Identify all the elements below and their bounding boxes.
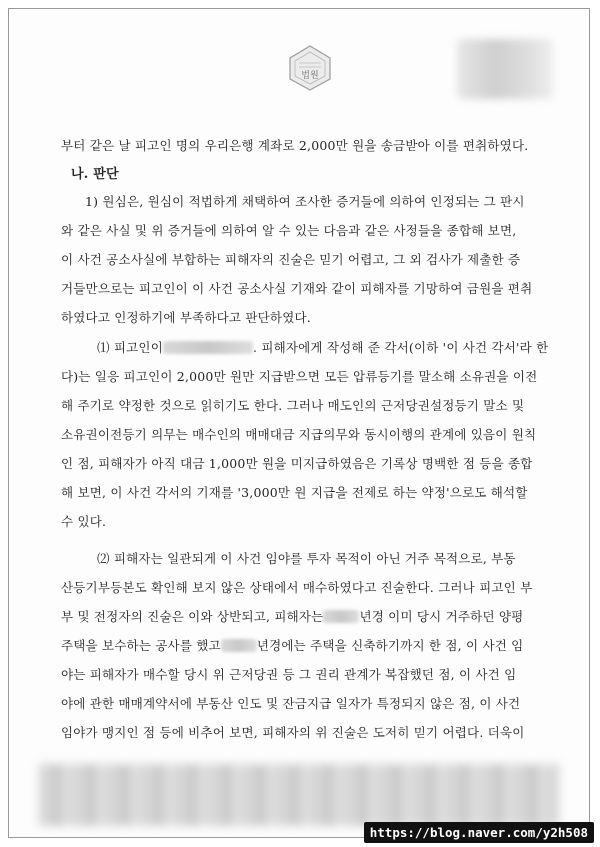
text-segment: 년경 이미 당시 거주하던 양평 — [359, 609, 524, 624]
redacted-year — [323, 610, 359, 623]
text-segment: 년경에는 주택을 신축하기까지 한 점, 이 사건 임 — [256, 638, 524, 653]
text-line: 와 같은 사실 및 위 증거들에 의하여 알 수 있는 다음과 같은 사정들을 종합해 보면, — [61, 223, 517, 238]
text-line: ⑵ 피해자는 일관되게 이 사건 임야를 투자 목적이 아닌 거주 목적으로, 부동 — [97, 551, 516, 566]
text-line: 1) 원심은, 원심이 적법하게 채택하여 조사한 증거들에 의하여 인정되는 그 판시 — [85, 194, 525, 209]
text-line: 해 보면, 이 사건 각서의 기재를 '3,000만 원 지급을 전제로 하는 약정'으로도 해석할 — [61, 485, 528, 500]
text-line: 부터 같은 날 피고인 명의 우리은행 계좌로 2,000만 원을 송금받아 이를 편취하였다. — [61, 138, 529, 153]
blog-watermark: https://blog.naver.com/y2h508 — [364, 822, 594, 843]
redacted-name — [163, 341, 253, 354]
text-line: 거들만으로는 피고인이 이 사건 공소사실 기재와 같이 피해자를 기망하여 금원을 편취 — [61, 281, 533, 296]
text-segment: . 피해자에게 작성해 준 각서(이하 '이 사건 각서'라 한 — [252, 340, 549, 355]
text-line — [61, 636, 523, 654]
text-line: 이 사건 공소사실에 부합하는 피해자의 진술은 믿기 어렵고, 그 외 검사가 제출한 증 — [61, 252, 521, 267]
text-segment: 주택을 보수하는 공사를 했고 — [61, 638, 221, 653]
text-line: 다)는 일응 피고인이 2,000만 원만 지급받으면 모든 압류등기를 말소해 소유권을 이전 — [61, 369, 538, 384]
text-segment: 부 및 전정자의 진술은 이와 상반되고, 피해자는 — [61, 609, 324, 624]
text-line: 야에 관한 매매계약서에 부동산 인도 및 잔금지급 일자가 특정되지 않은 점, 이 사건 — [61, 696, 521, 711]
document-page — [8, 8, 590, 838]
redacted-header-block — [457, 39, 553, 99]
redacted-year — [221, 639, 257, 652]
text-line: 수 있다. — [61, 514, 107, 529]
text-line: 하였다고 인정하기에 부족하다고 판단하였다. — [61, 310, 311, 325]
section-heading: 나. 판단 — [71, 167, 119, 182]
court-seal-icon — [285, 43, 335, 93]
text-segment: ⑴ 피고인이 — [97, 340, 163, 355]
text-line: 야는 피해자가 매수할 당시 위 근저당권 등 그 권리 관계가 복잡했던 점, 이 사건 임 — [61, 667, 517, 682]
seal-text: 법원 — [301, 71, 319, 81]
text-line: 소유권이전등기 의무는 매수인의 매매대금 지급의무와 동시이행의 관계에 있음이 원칙 — [61, 427, 537, 442]
text-line: 해 주기로 약정한 것으로 읽히기도 한다. 그러나 매도인의 근저당권설정등기 말소 및 — [61, 398, 525, 413]
text-line: 산등기부등본도 확인해 보지 않은 상태에서 매수하였다고 진술한다. 그러나 피고인 부 — [61, 580, 533, 595]
text-line: 인 점, 피해자가 아직 대금 1,000만 원을 미지급하였음은 기록상 명백한 점 등을 종합 — [61, 456, 533, 471]
text-line — [97, 338, 548, 356]
text-line: 임야가 맹지인 점 등에 비추어 보면, 피해자의 위 진술은 도저히 믿기 어렵다. 더욱이 — [61, 725, 525, 740]
redacted-footer-block — [39, 764, 559, 826]
text-line — [61, 607, 523, 625]
